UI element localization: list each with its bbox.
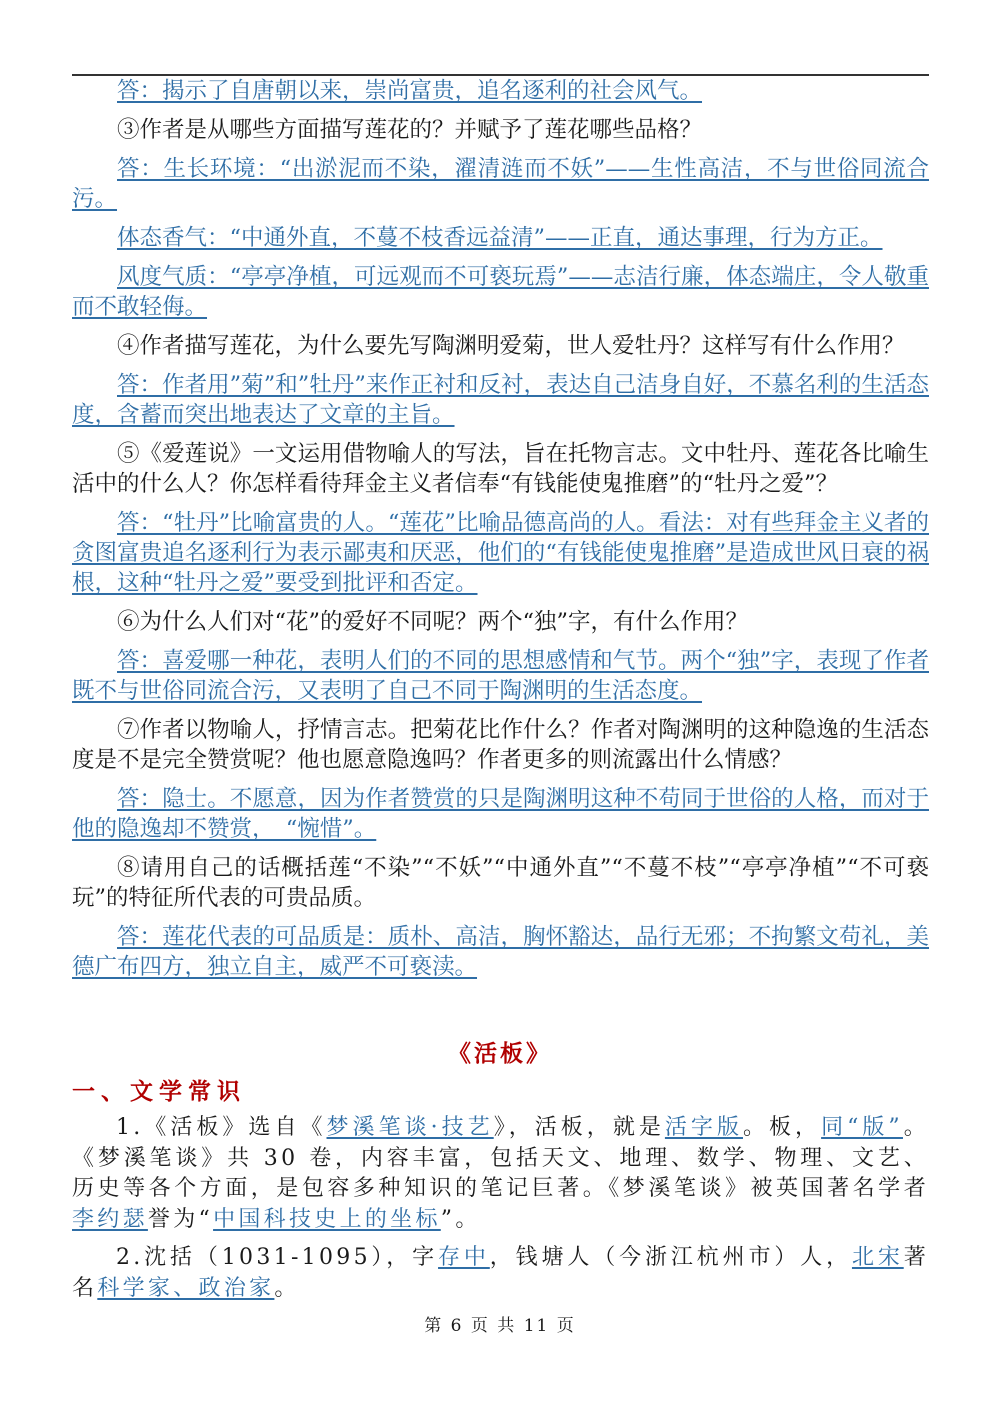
text: 》，活板，就是 [493, 1115, 665, 1140]
section-heading: 一、文学常识 [72, 1078, 246, 1105]
question-4: ④作者描写莲花，为什么要先写陶渊明爱菊，世人爱牡丹？这样写有什么作用？ [117, 333, 905, 359]
question-8: ⑧请用自己的话概括莲“不染”“不妖”“中通外直”“不蔓不枝”“亭亭净植”“不可亵玩”的特征所代表的可贵品质。 [72, 855, 929, 911]
answer-text: 答：隐士。不愿意，因为作者赞赏的只是陶渊明这种不苟同于世俗的人格，而对于他的隐逸却不赞赏， “惋惜”。 [72, 786, 929, 842]
page-number: 第 6 页 共 11 页 [424, 1316, 576, 1336]
section-title: 《活板》 [448, 1040, 552, 1067]
question-7: ⑦作者以物喻人，抒情言志。把菊花比作什么？作者对陶渊明的这种隐逸的生活态度是不是完全赞赏呢？他也愿意隐逸吗？作者更多的则流露出什么情感？ [72, 717, 929, 773]
question-5: ⑤《爱莲说》一文运用借物喻人的写法，旨在托物言志。文中牡丹、莲花各比喻生活中的什么人？你怎样看待拜金主义者信奉“有钱能使鬼推磨”的“牡丹之爱”？ [72, 441, 929, 497]
answer [72, 922, 929, 982]
literature-notes [72, 1113, 929, 1312]
answer-text: 体态香气：“中通外直，不蔓不枝香远益清”——正直，通达事理，行为方正。 [117, 225, 883, 251]
text: 1.《活板》选自《 [116, 1115, 327, 1140]
answer-text: 答：“牡丹”比喻富贵的人。“莲花”比喻品德高尚的人。看法：对有些拜金主义者的贪图富贵追名逐利行为表示鄙夷和厌恶，他们的“有钱能使鬼推磨”是造成世风日衰的祸根，这种“牡丹之爱”要受到批评和否定。 [72, 510, 929, 596]
text: ”。 [440, 1206, 481, 1232]
key-term: 存中 [438, 1245, 490, 1270]
answer [72, 646, 929, 706]
answer [72, 154, 929, 214]
key-term: 活字版 [664, 1115, 743, 1140]
answer-text: 答：莲花代表的可品质是：质朴、高洁，胸怀豁达，品行无邪；不拘繁文苟礼，美德广布四方，独立自主，威严不可亵渎。 [72, 924, 929, 980]
key-term: 同“版” [821, 1115, 903, 1140]
qa-section [72, 76, 929, 991]
answer-text: 答：作者用”菊”和”牡丹”来作正衬和反衬，表达自己洁身自好，不慕名利的生活态度，含蓄而突出地表达了文章的主旨。 [72, 372, 929, 428]
answer-text: 风度气质：“亭亭净植，可远观而不可亵玩焉”——志洁行廉，体态端庄，令人敬重而不敢轻侮。 [72, 264, 929, 320]
key-term: 梦溪笔谈·技艺 [326, 1115, 494, 1140]
answer [72, 76, 929, 106]
answer-text: 答：喜爱哪一种花，表明人们的不同的思想感情和气节。两个“独”字，表现了作者既不与世俗同流合污，又表明了自己不同于陶渊明的生活态度。 [72, 648, 929, 704]
question-3: ③作者是从哪些方面描写莲花的？并赋予了莲花哪些品格？ [117, 117, 703, 143]
note-2 [72, 1243, 929, 1304]
answer [72, 370, 929, 430]
text: 2.沈括（1031-1095），字 [116, 1245, 439, 1270]
answer-text: 答：揭示了自唐朝以来，崇尚富贵，追名逐利的社会风气。 [117, 78, 703, 104]
question-6: ⑥为什么人们对“花”的爱好不同呢？两个“独”字，有什么作用？ [117, 609, 749, 635]
text: 。《梦溪笔谈》共 30 卷，内容丰富，包括天文、地理、数学、物理、文艺、历史等各个方面，是包容多种知识的笔记巨著。《梦溪笔谈》被英国著名学者 [72, 1115, 930, 1201]
answer [72, 223, 929, 253]
key-term: 科学家、政治家 [97, 1275, 275, 1301]
key-term: 李约瑟 [72, 1206, 148, 1232]
text: 著名 [72, 1245, 930, 1301]
answer [72, 784, 929, 844]
answer-text: 答：生长环境：“出淤泥而不染，濯清涟而不妖”——生性高洁，不与世俗同流合污。 [72, 156, 929, 212]
answer [72, 262, 929, 322]
text: ，钱塘人（今浙江杭州市）人， [489, 1245, 852, 1270]
text: 。 [274, 1275, 300, 1301]
key-term: 北宋 [851, 1245, 904, 1270]
key-term: 中国科技史上的坐标 [213, 1206, 441, 1232]
text: 誉为“ [147, 1206, 214, 1232]
note-1 [72, 1113, 929, 1235]
text: 。板， [743, 1115, 822, 1140]
answer [72, 508, 929, 598]
